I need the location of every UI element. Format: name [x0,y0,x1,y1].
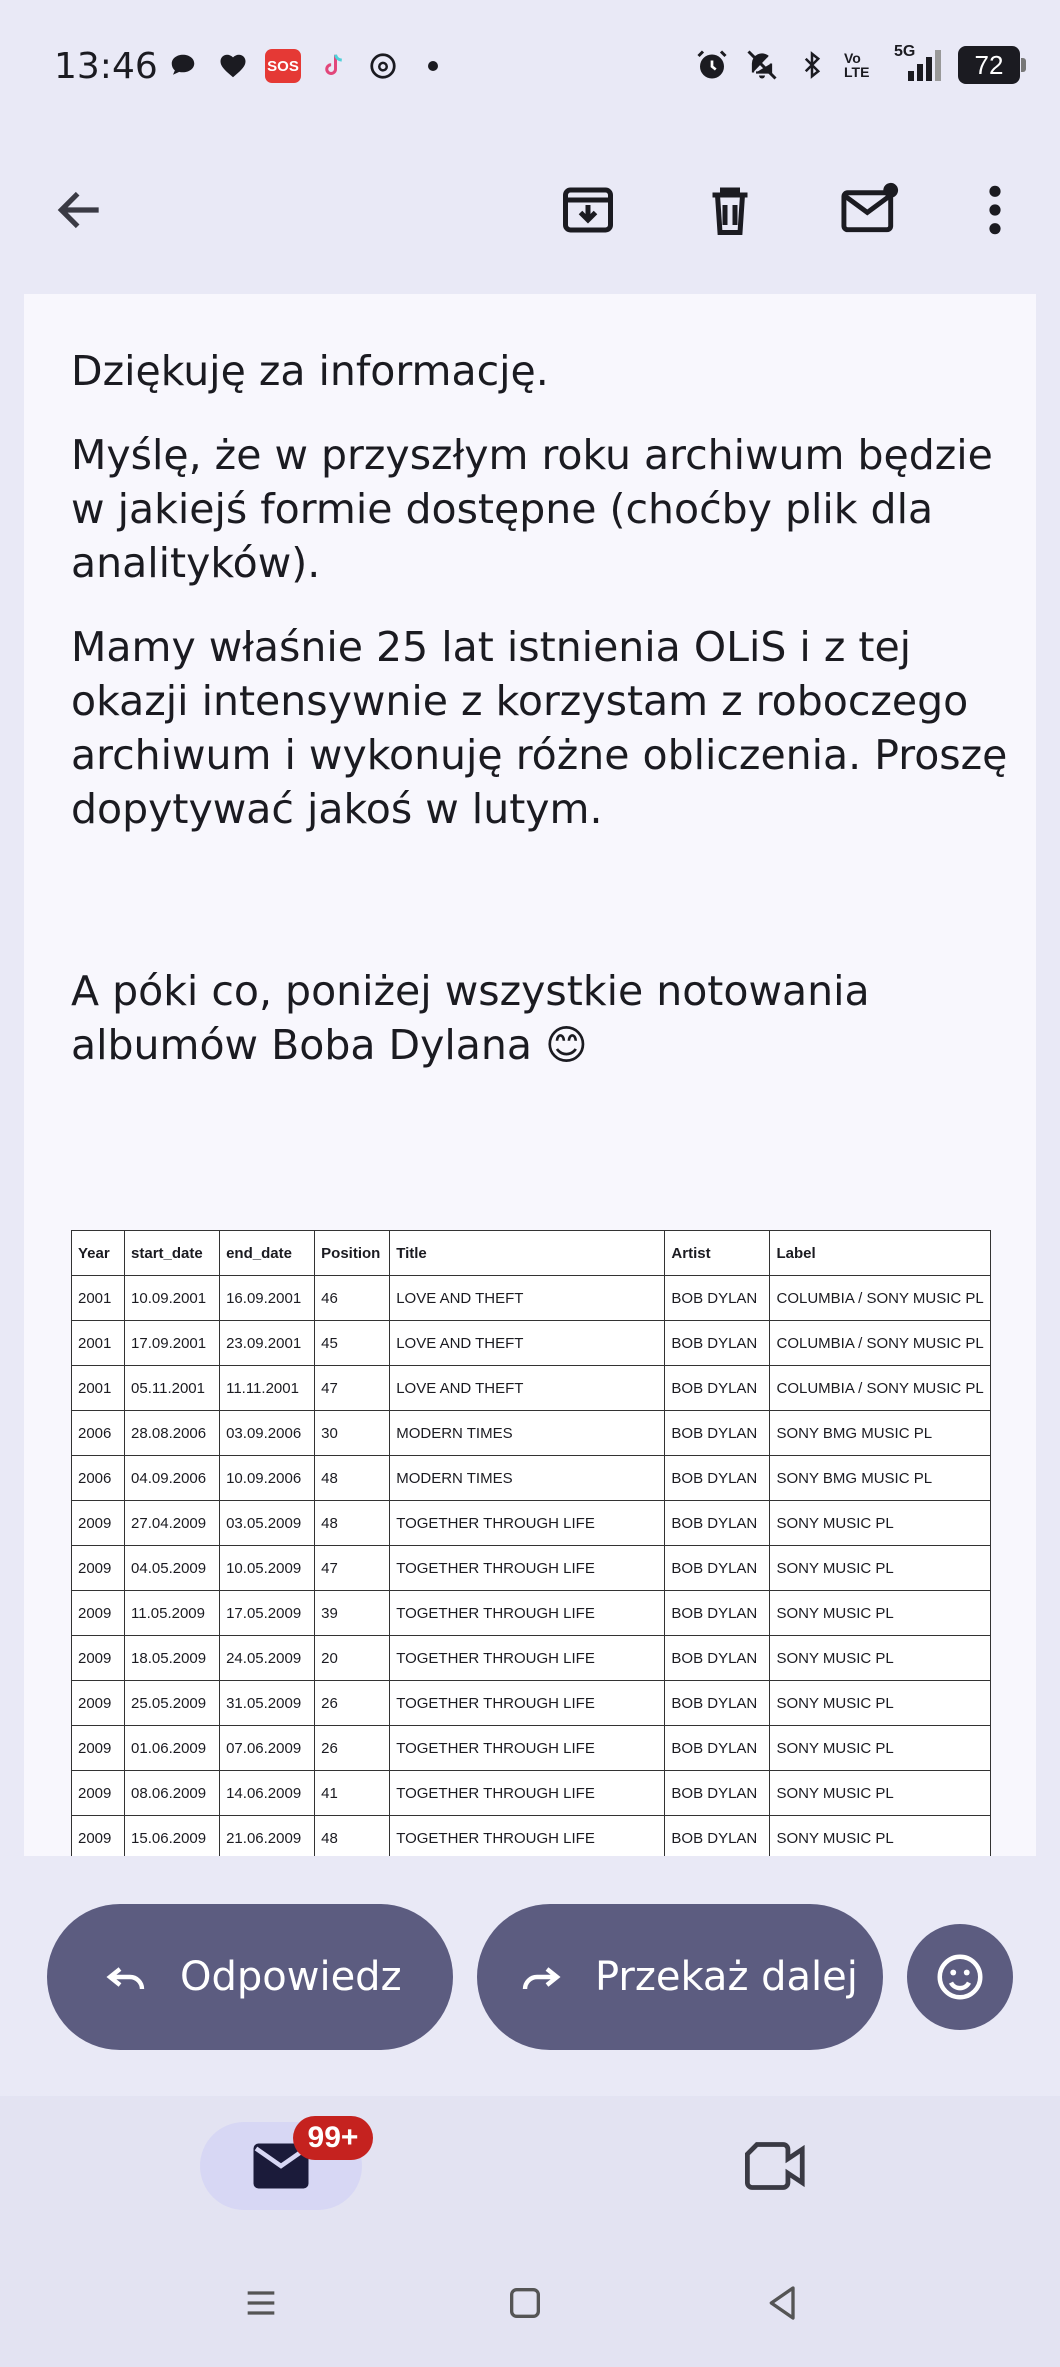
dot-icon [415,48,451,84]
table-cell: 48 [315,1456,390,1501]
table-cell: BOB DYLAN [665,1546,770,1591]
table-cell: 03.05.2009 [220,1501,315,1546]
emoji-reaction-button[interactable] [907,1924,1013,2030]
table-cell: MODERN TIMES [390,1411,665,1456]
table-cell: BOB DYLAN [665,1591,770,1636]
table-cell: 2001 [72,1321,125,1366]
back-button[interactable] [40,170,120,250]
table-cell: SONY BMG MUSIC PL [770,1456,991,1501]
forward-button[interactable] [477,1904,883,2050]
home-icon [505,2283,545,2323]
volte-icon: Vo LTE [844,50,870,80]
table-cell: 26 [315,1681,390,1726]
reply-icon [102,1953,150,2001]
email-paragraph: Dziękuję za informację. [71,347,549,395]
table-cell: BOB DYLAN [665,1276,770,1321]
sos-icon: SOS [265,49,301,83]
table-cell: BOB DYLAN [665,1771,770,1816]
network-label: 5G [894,43,916,60]
table-cell: COLUMBIA / SONY MUSIC PL [770,1366,991,1411]
table-header-row [72,1231,991,1276]
system-navigation-bar [0,2236,1060,2367]
table-cell: 27.04.2009 [125,1501,220,1546]
table-cell: 10.09.2006 [220,1456,315,1501]
mark-unread-button[interactable] [831,170,911,250]
table-cell: 2001 [72,1366,125,1411]
email-paragraph: Mamy właśnie 25 lat istnienia OLiS i z tej okazji intensywnie z korzystam z roboczego archiwum i wykonuję różne obliczenia. Proszę dopytywać jakoś w lutym. [71,623,1008,833]
table-cell: SONY MUSIC PL [770,1816,991,1857]
table-cell: 10.05.2009 [220,1546,315,1591]
table-cell: 26 [315,1726,390,1771]
table-row [72,1276,991,1321]
archive-icon [558,180,618,240]
table-cell: SONY MUSIC PL [770,1591,991,1636]
table-cell: BOB DYLAN [665,1456,770,1501]
forward-label: Przekaż dalej [595,1954,858,2000]
smiley-icon [933,1950,987,2004]
alarm-icon [694,47,730,83]
table-cell: 2006 [72,1411,125,1456]
tiktok-icon [315,48,351,84]
table-cell: 11.11.2001 [220,1366,315,1411]
table-cell: 28.08.2006 [125,1411,220,1456]
table-cell: BOB DYLAN [665,1816,770,1857]
table-cell: 2001 [72,1276,125,1321]
table-cell: SONY MUSIC PL [770,1771,991,1816]
table-cell: 48 [315,1501,390,1546]
table-cell: 2009 [72,1501,125,1546]
table-cell: TOGETHER THROUGH LIFE [390,1501,665,1546]
table-cell: BOB DYLAN [665,1636,770,1681]
table-cell: 05.11.2001 [125,1366,220,1411]
table-cell: TOGETHER THROUGH LIFE [390,1816,665,1857]
table-cell: LOVE AND THEFT [390,1276,665,1321]
table-cell: SONY MUSIC PL [770,1501,991,1546]
table-cell: SONY MUSIC PL [770,1636,991,1681]
table-cell: BOB DYLAN [665,1366,770,1411]
table-cell: 17.09.2001 [125,1321,220,1366]
battery-indicator: 72 [958,46,1020,84]
table-cell: 04.09.2006 [125,1456,220,1501]
bottom-navigation [0,2096,1060,2236]
table-row [72,1456,991,1501]
table-cell: 46 [315,1276,390,1321]
email-toolbar [0,140,1060,290]
mark-unread-icon [839,180,903,240]
bell-off-icon [744,47,780,83]
table-row [72,1816,991,1857]
table-cell: TOGETHER THROUGH LIFE [390,1636,665,1681]
home-button[interactable] [500,2278,550,2328]
table-cell: 2009 [72,1726,125,1771]
back-icon [52,182,108,238]
email-paragraph: Myślę, że w przyszłym roku archiwum będzie w jakiejś formie dostępne (choćby plik dla analityków). [71,431,993,587]
table-cell: 25.05.2009 [125,1681,220,1726]
table-cell: 2009 [72,1636,125,1681]
more-button[interactable] [955,170,1035,250]
delete-icon [700,180,760,240]
table-cell: 11.05.2009 [125,1591,220,1636]
table-row [72,1771,991,1816]
system-back-button[interactable] [758,2278,808,2328]
table-cell: 48 [315,1816,390,1857]
table-cell: SONY MUSIC PL [770,1546,991,1591]
table-cell: LOVE AND THEFT [390,1321,665,1366]
signal-5g-icon [894,43,944,83]
reply-button[interactable] [47,1904,453,2050]
recents-button[interactable] [236,2278,286,2328]
table-cell: COLUMBIA / SONY MUSIC PL [770,1276,991,1321]
email-body [71,344,1011,1102]
table-row [72,1321,991,1366]
chat-bubble-icon [165,48,201,84]
reply-label: Odpowiedz [180,1954,402,2000]
delete-button[interactable] [690,170,770,250]
column-header: Artist [665,1231,770,1276]
email-actions [0,1856,1060,2096]
table-cell: TOGETHER THROUGH LIFE [390,1546,665,1591]
table-cell: 16.09.2001 [220,1276,315,1321]
forward-icon [517,1953,565,2001]
heart-icon [215,48,251,84]
table-cell: 2006 [72,1456,125,1501]
archive-button[interactable] [548,170,628,250]
table-cell: 45 [315,1321,390,1366]
column-header: start_date [125,1231,220,1276]
table-cell: 14.06.2009 [220,1771,315,1816]
table-cell: SONY MUSIC PL [770,1681,991,1726]
table-row [72,1636,991,1681]
system-icons [694,43,1020,84]
table-cell: MODERN TIMES [390,1456,665,1501]
chart-positions-table [71,1230,991,1856]
threads-icon [365,48,401,84]
table-cell: 08.06.2009 [125,1771,220,1816]
email-paragraph: A póki co, poniżej wszystkie notowania albumów Boba Dylana 😊 [71,967,870,1069]
column-header: Position [315,1231,390,1276]
status-time: 13:46 [54,46,158,87]
table-cell: 30 [315,1411,390,1456]
table-row [72,1501,991,1546]
table-cell: TOGETHER THROUGH LIFE [390,1681,665,1726]
table-cell: BOB DYLAN [665,1501,770,1546]
table-cell: COLUMBIA / SONY MUSIC PL [770,1321,991,1366]
table-cell: 47 [315,1546,390,1591]
column-header: Label [770,1231,991,1276]
table-row [72,1546,991,1591]
recents-icon [241,2283,281,2323]
table-cell: SONY BMG MUSIC PL [770,1411,991,1456]
table-cell: 2009 [72,1546,125,1591]
table-cell: TOGETHER THROUGH LIFE [390,1771,665,1816]
column-header: Year [72,1231,125,1276]
table-row [72,1411,991,1456]
table-cell: 41 [315,1771,390,1816]
table-cell: 20 [315,1636,390,1681]
nav-meet[interactable] [736,2136,816,2196]
table-row [72,1726,991,1771]
table-cell: TOGETHER THROUGH LIFE [390,1726,665,1771]
table-cell: SONY MUSIC PL [770,1726,991,1771]
bluetooth-icon [794,47,830,83]
video-icon [745,2141,807,2191]
table-cell: 17.05.2009 [220,1591,315,1636]
table-cell: 2009 [72,1816,125,1857]
table-cell: 39 [315,1591,390,1636]
table-row [72,1681,991,1726]
unread-count-badge: 99+ [293,2116,373,2160]
table-cell: 01.06.2009 [125,1726,220,1771]
table-cell: BOB DYLAN [665,1321,770,1366]
more-icon [985,182,1005,238]
back-icon [763,2283,803,2323]
table-cell: 2009 [72,1681,125,1726]
table-cell: 47 [315,1366,390,1411]
table-cell: 23.09.2001 [220,1321,315,1366]
table-cell: 2009 [72,1591,125,1636]
table-cell: BOB DYLAN [665,1726,770,1771]
table-row [72,1591,991,1636]
table-cell: 21.06.2009 [220,1816,315,1857]
table-cell: BOB DYLAN [665,1411,770,1456]
column-header: Title [390,1231,665,1276]
table-cell: 18.05.2009 [125,1636,220,1681]
table-cell: 04.05.2009 [125,1546,220,1591]
table-cell: LOVE AND THEFT [390,1366,665,1411]
table-row [72,1366,991,1411]
table-cell: 03.09.2006 [220,1411,315,1456]
table-cell: 15.06.2009 [125,1816,220,1857]
table-cell: TOGETHER THROUGH LIFE [390,1591,665,1636]
table-cell: 10.09.2001 [125,1276,220,1321]
notification-icons [165,48,451,84]
email-body-card [24,294,1036,1856]
table-cell: BOB DYLAN [665,1681,770,1726]
table-cell: 07.06.2009 [220,1726,315,1771]
column-header: end_date [220,1231,315,1276]
table-cell: 2009 [72,1771,125,1816]
table-cell: 31.05.2009 [220,1681,315,1726]
table-cell: 24.05.2009 [220,1636,315,1681]
status-bar [0,0,1060,140]
